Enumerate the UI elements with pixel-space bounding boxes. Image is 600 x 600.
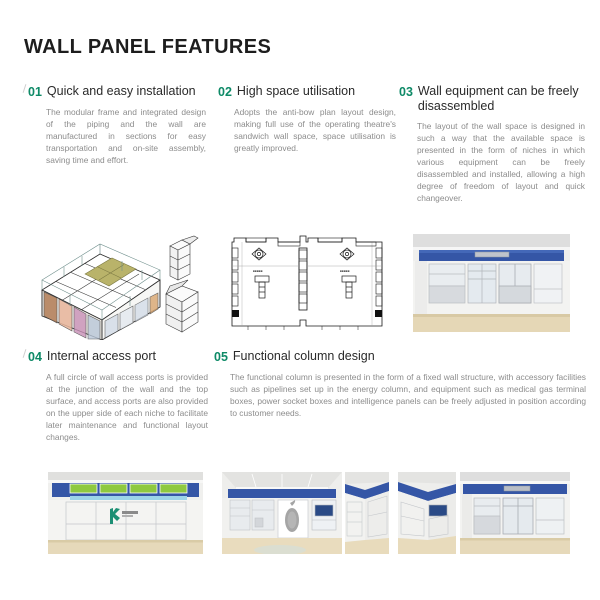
isometric-module-diagram (30, 228, 216, 340)
feature-number: 02 (218, 85, 232, 99)
feature-block-05 (214, 349, 586, 419)
feature-description: A full circle of wall access ports is provided at the junction of the wall and the top surface, and access ports are also provided on the upper side of each niche to facilitate later maintenance and functional layout changes. (46, 372, 209, 442)
feature-title: Functional column design (232, 349, 375, 363)
feature-number: 04 (28, 350, 42, 364)
feature-heading (28, 349, 208, 365)
feature-description: The modular frame and integrated design of the piping and the wall are manufactured in sections for easy transportation and on-site assembly, saving time and effort. (46, 107, 206, 165)
feature-number: 03 (399, 85, 413, 99)
photo-wall-green-panels (48, 472, 203, 554)
tick-mark-icon (23, 84, 27, 93)
feature-description: Adopts the anti-bow plan layout design, making full use of the operating theatre's sandwich wall space, space utilisation is greatly improved. (234, 107, 396, 153)
svg-text:■■■■■: ■■■■■ (253, 269, 263, 273)
feature-number: 05 (214, 350, 228, 364)
feature-title: Wall equipment can be freely disassembled (417, 84, 579, 113)
feature-block-03 (399, 84, 585, 204)
photo-room-corner-b (398, 472, 456, 554)
feature-number: 01 (28, 85, 42, 99)
photo-wall-blue-band (413, 234, 570, 332)
feature-title: Internal access port (46, 349, 156, 363)
svg-text:■■■■■: ■■■■■ (340, 269, 350, 273)
feature-heading (399, 84, 585, 114)
feature-title: Quick and easy installation (46, 84, 196, 98)
photo-wall-sliding-doors (460, 472, 570, 554)
feature-block-04 (28, 349, 208, 443)
operating-room-floor-plan (222, 228, 392, 340)
feature-block-02 (218, 84, 396, 154)
feature-block-01 (28, 84, 206, 166)
feature-heading (214, 349, 586, 365)
photo-room-decorative-panel (222, 472, 342, 554)
feature-heading (218, 84, 396, 100)
feature-description: The functional column is presented in the form of a fixed wall structure, with accessory facilities such as pipelines set up in the energy column, and equipment such as medical gas terminal boxes, power socket boxes and intelligence panels can be freely adjusted in position according to customer needs. (230, 372, 586, 418)
feature-title: High space utilisation (236, 84, 356, 98)
tick-mark-icon (23, 349, 27, 358)
feature-description: The layout of the wall space is designed in such a way that the available space is presented in the form of niches in which various equipment can be freely disassembled and installed, allowing a high degree of freedom of layout and quick changeover. (417, 121, 585, 203)
feature-heading (28, 84, 206, 100)
photo-room-corner-a (345, 472, 389, 554)
page-title: WALL PANEL FEATURES (24, 36, 272, 58)
